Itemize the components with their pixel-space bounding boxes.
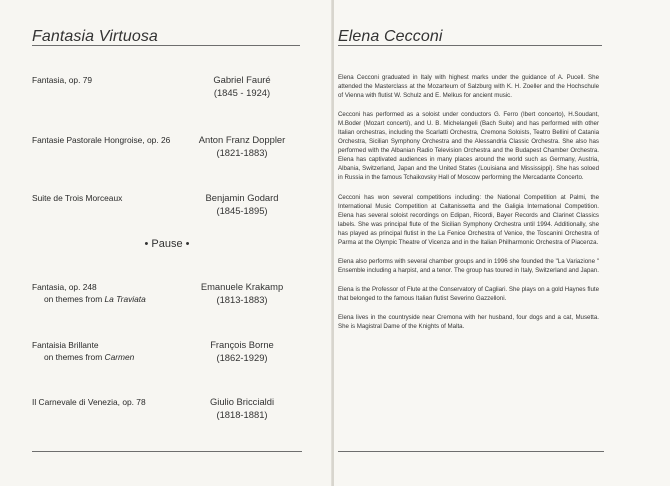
piece-composer: Giulio Briccialdi	[209, 396, 275, 407]
program-piece	[32, 282, 302, 322]
piece-subtitle-opera: Carmen	[104, 352, 135, 362]
program-bottom-rule	[32, 451, 302, 452]
piece-subtitle-prefix: on themes from	[44, 352, 105, 362]
piece-composer-block	[167, 73, 317, 99]
piece-composer: Benjamin Godard	[205, 192, 279, 203]
piece-title: Fantasia, op. 79	[32, 75, 93, 85]
piece-title: Fantasie Pastorale Hongroise, op. 26	[32, 135, 171, 145]
program-title: Fantasia Virtuosa	[32, 28, 158, 45]
piece-composer: Emanuele Krakamp	[200, 281, 284, 292]
piece-subtitle	[44, 294, 146, 304]
piece-composer-block	[167, 191, 317, 217]
piece-composer: Anton Franz Doppler	[198, 134, 286, 145]
program-page	[0, 0, 333, 486]
piece-composer-block	[167, 280, 317, 306]
program-piece	[32, 340, 302, 380]
piece-subtitle	[44, 352, 134, 362]
biography-text	[338, 73, 599, 341]
piece-dates: (1813-1883)	[216, 294, 268, 305]
biography-paragraph: Elena also performs with several chamber groups and in 1996 she founded the "La Variazione " Ensemble including a harpist, and a tenor. The group has toured in Italy, Switzerland and Japan.	[338, 257, 599, 274]
biography-paragraph: Cecconi has won several competitions including: the National Competition at Palmi, the International Music Competition at Caltanissetta and the Galigia International Competition. Elena has several soloist recordings on Edipan, Ricordi, Bayer Records and Clarinet Classics labels. She was principal flute of the Sicilian Symphony Orchestra until 1994. Additionally, she has played as principal flutist in the La Fenice Orchestra of Venice, the Toscanini Orchestra of Parma at the Olympic Theatre of Vicenza and in the Italian Philharmonic Orchestra of Piacenza.	[338, 193, 599, 246]
biography-bottom-rule	[338, 451, 604, 452]
biography-paragraph: Elena is the Professor of Flute at the Conservatory of Cagliari. She plays on a gold Haynes flute that belonged to the famous Italian flutist Severino Gazzelloni.	[338, 285, 599, 302]
biography-title: Elena Cecconi	[338, 28, 443, 45]
program-piece	[32, 75, 302, 115]
biography-paragraph: Cecconi has performed as a soloist under conductors G. Ferro (Ibert concerto), H.Soudant, M.Boder (Mozart concerti), and U. B. Michelangeli (Bach Suite) and has performed with other Italian orchestras, including the Scarlatti Orchestra, Cremona Soloists, Teatro Bellini of Catania Orchestra, Sicilian Symphony Orchestra and the Alessandria Classic Orchestra. She also has performed with the Albanian Radio Television Orchestra and the Budapest Chamber Orchestra. Elena has captivated audiences in many places around the world such as Germany, Austria, Albania, Switzerland, Japan and the United States (Louisiana and Mississippi). She has soloed in Russia in the famous Tchaikovsky Hall of Moscow performing the Mercadante Concerto.	[338, 111, 599, 182]
biography-top-rule	[338, 45, 602, 46]
piece-composer-block	[167, 133, 317, 159]
piece-composer-block	[167, 395, 317, 421]
biography-paragraph: Elena Cecconi graduated in Italy with highest marks under the guidance of A. Pucell. She attended the Masterclass at the Mozarteum of Salzburg with K. H. Zoeller and the Hochschule of Vienna with flutist W. Schulz and E. Melkus for ancient music.	[338, 74, 599, 100]
piece-title: Fantasia, op. 248	[32, 282, 97, 292]
program-piece	[32, 193, 302, 233]
piece-subtitle-opera: La Traviata	[104, 294, 146, 304]
piece-dates: (1845 - 1924)	[213, 87, 271, 98]
intermission-label: • Pause •	[144, 238, 190, 250]
piece-dates: (1818-1881)	[216, 409, 268, 420]
program-top-rule	[32, 45, 300, 46]
piece-title: Il Carnevale di Venezia, op. 78	[32, 397, 146, 407]
piece-title: Fantaisia Brillante	[32, 340, 99, 350]
biography-page	[334, 0, 670, 486]
program-piece	[32, 135, 302, 175]
piece-subtitle-prefix: on themes from	[44, 294, 105, 304]
piece-composer-block	[167, 338, 317, 364]
piece-dates: (1862-1929)	[216, 352, 268, 363]
piece-title: Suite de Trois Morceaux	[32, 193, 123, 203]
piece-dates: (1821-1883)	[216, 147, 268, 158]
piece-dates: (1845-1895)	[216, 205, 268, 216]
biography-paragraph: Elena lives in the countryside near Cremona with her husband, four dogs and a cat, Musetta. She is Magistral Dame of the Knights of Malta.	[338, 313, 599, 331]
piece-composer: François Borne	[210, 339, 274, 350]
program-piece	[32, 397, 302, 437]
piece-composer: Gabriel Fauré	[213, 74, 271, 85]
